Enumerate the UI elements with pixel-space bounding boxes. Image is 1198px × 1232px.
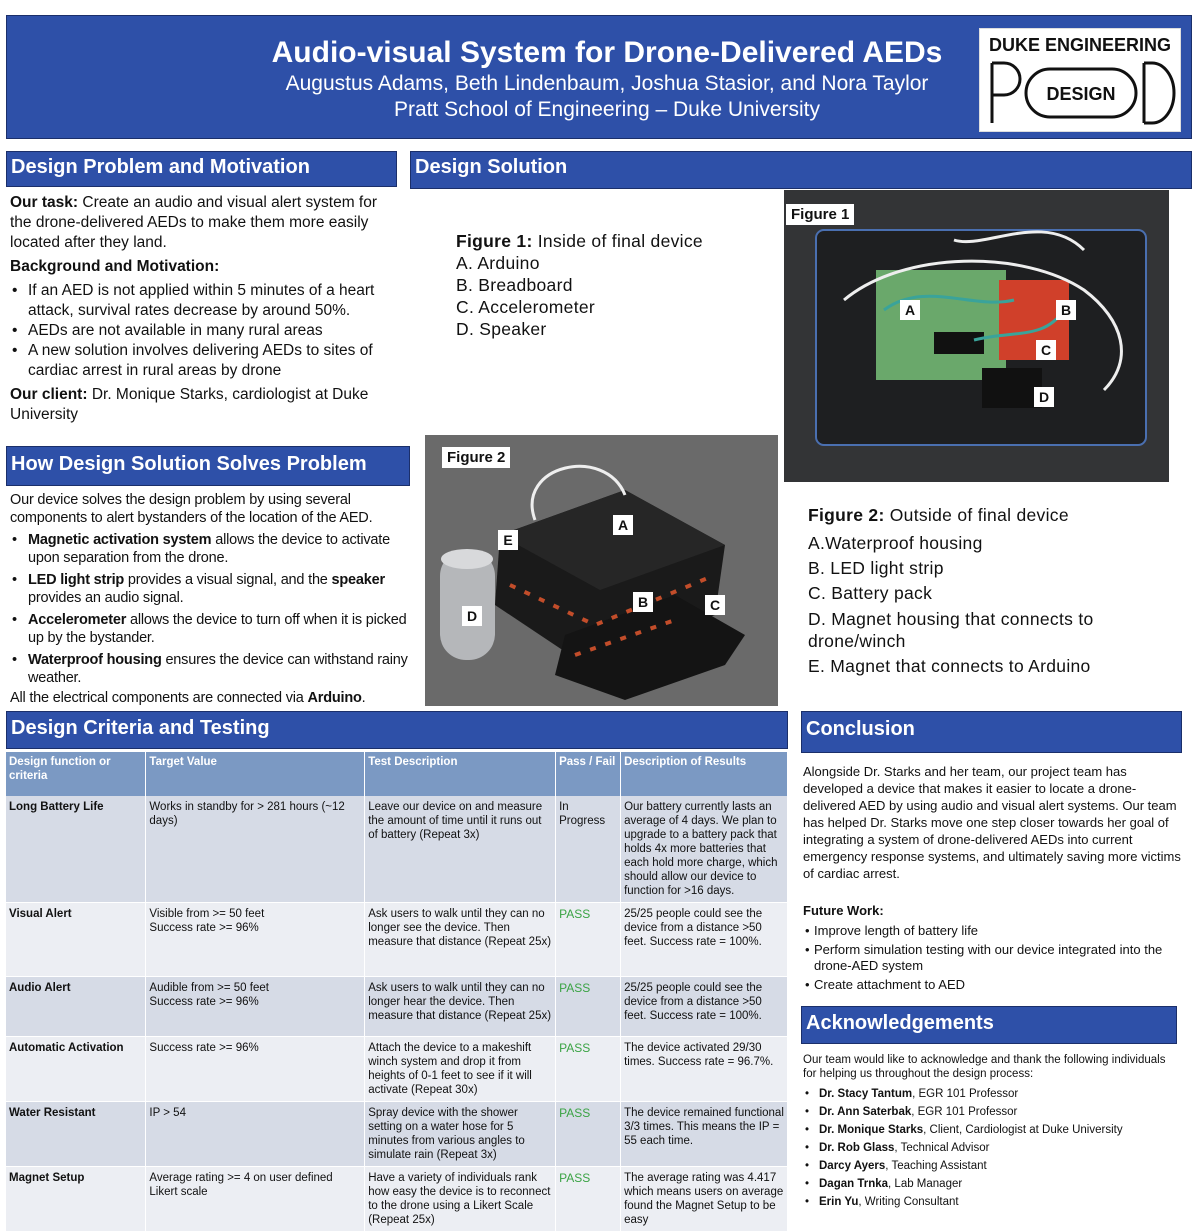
solves-bullet-bold: Magnetic activation system — [28, 532, 212, 548]
figure1-mark-d: D — [1034, 387, 1054, 407]
background-bullet: • If an AED is not applied within 5 minutes of a heart attack, survival rates decrease by around 50%. — [10, 281, 400, 321]
table-cell: The device remained functional 3/3 times. This means the IP = 55 each time. — [621, 1102, 788, 1167]
task-paragraph — [10, 193, 400, 253]
table-cell: Ask users to walk until they can no longer hear the device. Then measure that distance (Repeat 25x) — [365, 977, 556, 1037]
table-row — [6, 977, 788, 1037]
figure1-item: B. Breadboard — [456, 275, 573, 295]
figure2-mark-c: C — [705, 595, 725, 615]
solves-closing-text: All the electrical components are connected via — [10, 690, 308, 706]
figure1-photo — [784, 190, 1169, 482]
poster-header — [6, 15, 1192, 139]
future-work-item: • Improve length of battery life — [803, 922, 1181, 940]
solves-section — [10, 491, 408, 707]
figure2-item: A.Waterproof housing — [808, 533, 983, 553]
figure1-title — [456, 230, 766, 252]
task-label: Our task: — [10, 194, 79, 211]
conclusion-heading: Conclusion — [801, 711, 1182, 753]
table-cell: Magnet Setup — [6, 1167, 146, 1232]
table-cell: Leave our device on and measure the amount of time until it runs out of battery (Repeat 3x) — [365, 796, 556, 903]
table-cell: Works in standby for > 281 hours (~12 days) — [146, 796, 365, 903]
solves-bullet — [10, 651, 408, 687]
figure1-mark-b: B — [1056, 300, 1076, 320]
ack-person-name: Dagan Trnka — [819, 1178, 889, 1190]
criteria-header-row — [6, 752, 788, 796]
ack-intro: Our team would like to acknowledge and thank the following individuals for helping us throughout the design process: — [803, 1054, 1166, 1080]
table-cell: The device activated 29/30 times. Success rate = 96.7%. — [621, 1037, 788, 1102]
table-cell: PASS — [556, 977, 621, 1037]
figure2-mark-d: D — [462, 606, 482, 626]
table-cell: Attach the device to a makeshift winch system and drop it from heights of 0-1 feet to see if it will activate (Repeat 30x) — [365, 1037, 556, 1102]
ack-person-name: Dr. Monique Starks — [819, 1124, 924, 1136]
solves-bullet-bold: speaker — [331, 572, 385, 588]
future-work-section — [803, 902, 1181, 994]
figure1-item: D. Speaker — [456, 319, 547, 339]
criteria-heading: Design Criteria and Testing — [6, 711, 788, 749]
table-cell: Visual Alert — [6, 903, 146, 977]
figure2-item: C. Battery pack — [808, 583, 933, 603]
solves-closing-end: . — [361, 690, 366, 706]
table-cell: Water Resistant — [6, 1102, 146, 1167]
solves-bullet-text: allows the device to activate upon separation from the drone. — [28, 532, 390, 566]
solves-bullet-text: provides a visual signal, and the — [124, 572, 332, 588]
future-work-heading: Future Work: — [803, 903, 884, 918]
task-text: Create an audio and visual alert system for the drone-delivered AEDs to make them more easily located after they land. — [10, 194, 378, 251]
figure2-tag: Figure 2 — [442, 447, 510, 468]
conclusion-text: Alongside Dr. Starks and her team, our project team has developed a device that makes it easier to locate a drone-delivered AED by using audio and visual alert systems. Our team has helped Dr. Starks move one step closer towards her goal of integrating a system of drone-delivered AEDs into current emergency response systems, and ultimately saving more victims of cardiac arrest. — [803, 764, 1181, 881]
table-row — [6, 1102, 788, 1167]
table-cell: Audible from >= 50 feet Success rate >= 96% — [146, 977, 365, 1037]
ack-person-name: Dr. Ann Saterbak — [819, 1106, 912, 1118]
figure2-photo — [425, 435, 778, 706]
ack-person-name: Dr. Stacy Tantum — [819, 1088, 913, 1100]
table-cell: Ask users to walk until they can no longer see the device. Then measure that distance (Repeat 25x) — [365, 903, 556, 977]
background-bullets — [10, 281, 400, 381]
solves-bullet — [10, 571, 408, 607]
table-cell: Automatic Activation — [6, 1037, 146, 1102]
figure2-title — [808, 503, 1188, 528]
table-row — [6, 796, 788, 903]
table-cell: The average rating was 4.417 which means users on average found the Magnet Setup to be easy — [621, 1167, 788, 1232]
table-cell: PASS — [556, 1102, 621, 1167]
problem-heading: Design Problem and Motivation — [6, 151, 397, 187]
background-heading: Background and Motivation: — [10, 258, 220, 275]
figure2-title-label: Figure 2: — [808, 505, 885, 525]
future-work-item: • Perform simulation testing with our device integrated into the drone-AED system — [803, 942, 1181, 974]
figure2-item: D. Magnet housing that connects to drone/winch — [808, 609, 1094, 651]
ack-person-name: Darcy Ayers — [819, 1160, 886, 1172]
ack-person-name: Dr. Rob Glass — [819, 1142, 895, 1154]
ack-person-name: Erin Yu — [819, 1196, 859, 1208]
solves-bullet-text: allows the device to turn off when it is picked up by the bystander. — [28, 612, 407, 646]
pod-logo-mark-icon — [986, 59, 1176, 127]
solves-intro: Our device solves the design problem by using several components to alert bystanders of the location of the AED. — [10, 492, 373, 526]
solves-bullet-bold: Accelerometer — [28, 612, 127, 628]
logo-word: DESIGN — [1046, 84, 1116, 104]
table-cell: Success rate >= 96% — [146, 1037, 365, 1102]
device-exterior-image — [425, 435, 778, 706]
future-work-item: • Create attachment to AED — [803, 976, 1181, 994]
table-cell: PASS — [556, 1037, 621, 1102]
figure2-title-text: Outside of final device — [884, 505, 1069, 525]
ack-person — [803, 1085, 1181, 1103]
ack-person-role: , EGR 101 Professor — [912, 1088, 1019, 1100]
poster-school: Pratt School of Engineering – Duke University — [393, 98, 821, 121]
figure2-mark-a: A — [613, 515, 633, 535]
figure1-item: A. Arduino — [456, 253, 540, 273]
solution-heading: Design Solution — [410, 151, 1192, 189]
ack-person — [803, 1139, 1181, 1157]
figure1-item: C. Accelerometer — [456, 297, 596, 317]
background-bullet: • A new solution involves delivering AEDs to sites of cardiac arrest in rural areas by drone — [10, 341, 400, 381]
figure1-caption — [456, 230, 766, 340]
poster-title: Audio-visual System for Drone-Delivered AEDs — [271, 36, 943, 69]
figure1-mark-c: C — [1036, 340, 1056, 360]
table-cell: Spray device with the shower setting on a water hose for 5 minutes from various angles to simulate rain (Repeat 3x) — [365, 1102, 556, 1167]
table-cell: IP > 54 — [146, 1102, 365, 1167]
solves-bullet-bold: LED light strip — [28, 572, 125, 588]
solves-bullet-text: ensures the device can withstand rainy weather. — [28, 652, 408, 686]
column-header: Target Value — [146, 752, 365, 796]
table-cell: Visible from >= 50 feet Success rate >= 96% — [146, 903, 365, 977]
solves-closing-bold: Arduino — [307, 690, 362, 706]
table-cell: Average rating >= 4 on user defined Likert scale — [146, 1167, 365, 1232]
ack-person — [803, 1193, 1181, 1211]
table-cell: PASS — [556, 1167, 621, 1232]
solves-heading: How Design Solution Solves Problem — [6, 446, 410, 486]
figure2-mark-e: E — [498, 530, 518, 550]
figure1-tag: Figure 1 — [786, 204, 854, 225]
figure1-title-label: Figure 1: — [456, 231, 533, 251]
ack-person-role: , Client, Cardiologist at Duke University — [923, 1124, 1123, 1136]
problem-section — [10, 193, 400, 425]
figure2-item: B. LED light strip — [808, 558, 944, 578]
ack-person-role: , EGR 101 Professor — [911, 1106, 1018, 1118]
ack-heading: Acknowledgements — [801, 1006, 1177, 1044]
table-cell: 25/25 people could see the device from a distance >50 feet. Success rate = 100%. — [621, 903, 788, 977]
solves-bullet — [10, 611, 408, 647]
figure2-item: E. Magnet that connects to Arduino — [808, 656, 1091, 676]
logo-top-text: DUKE ENGINEERING — [988, 35, 1172, 55]
ack-person — [803, 1157, 1181, 1175]
ack-person-role: , Lab Manager — [888, 1178, 963, 1190]
column-header: Design function or criteria — [6, 752, 146, 796]
figure1-mark-a: A — [900, 300, 920, 320]
solves-closing — [10, 689, 408, 707]
column-header: Pass / Fail — [556, 752, 621, 796]
poster-authors: Augustus Adams, Beth Lindenbaum, Joshua Stasior, and Nora Taylor — [285, 72, 929, 95]
figure1-title-text: Inside of final device — [532, 231, 703, 251]
table-cell: Long Battery Life — [6, 796, 146, 903]
criteria-table — [6, 752, 788, 1232]
table-cell: Audio Alert — [6, 977, 146, 1037]
background-bullet: • AEDs are not available in many rural areas — [10, 321, 400, 341]
table-row — [6, 1037, 788, 1102]
client-label: Our client: — [10, 386, 88, 403]
duke-design-pod-logo — [979, 28, 1181, 132]
ack-person-role: , Technical Advisor — [894, 1142, 990, 1154]
solves-bullet-bold: Waterproof housing — [28, 652, 162, 668]
ack-list — [803, 1085, 1181, 1211]
table-row — [6, 903, 788, 977]
ack-person — [803, 1175, 1181, 1193]
client-text: Dr. Monique Starks, cardiologist at Duke University — [10, 386, 369, 423]
solves-bullet — [10, 531, 408, 567]
device-interior-image — [784, 190, 1169, 482]
table-cell: Have a variety of individuals rank how easy the device is to reconnect to the drone using a Likert Scale (Repeat 25x) — [365, 1167, 556, 1232]
column-header: Test Description — [365, 752, 556, 796]
table-cell: 25/25 people could see the device from a distance >50 feet. Success rate = 100%. — [621, 977, 788, 1037]
table-cell: Our battery currently lasts an average of 4 days. We plan to upgrade to a battery pack that holds 4x more batteries that each hold more charge, which should allow our device to function for >16 days. — [621, 796, 788, 903]
table-row — [6, 1167, 788, 1232]
table-cell: PASS — [556, 903, 621, 977]
ack-person-role: , Writing Consultant — [858, 1196, 959, 1208]
column-header: Description of Results — [621, 752, 788, 796]
solves-bullet-text: provides an audio signal. — [28, 590, 184, 606]
client-paragraph — [10, 385, 400, 425]
ack-person — [803, 1103, 1181, 1121]
figure2-mark-b: B — [633, 592, 653, 612]
ack-person-role: , Teaching Assistant — [885, 1160, 987, 1172]
figure2-caption — [808, 503, 1188, 679]
ack-person — [803, 1121, 1181, 1139]
table-cell: In Progress — [556, 796, 621, 903]
